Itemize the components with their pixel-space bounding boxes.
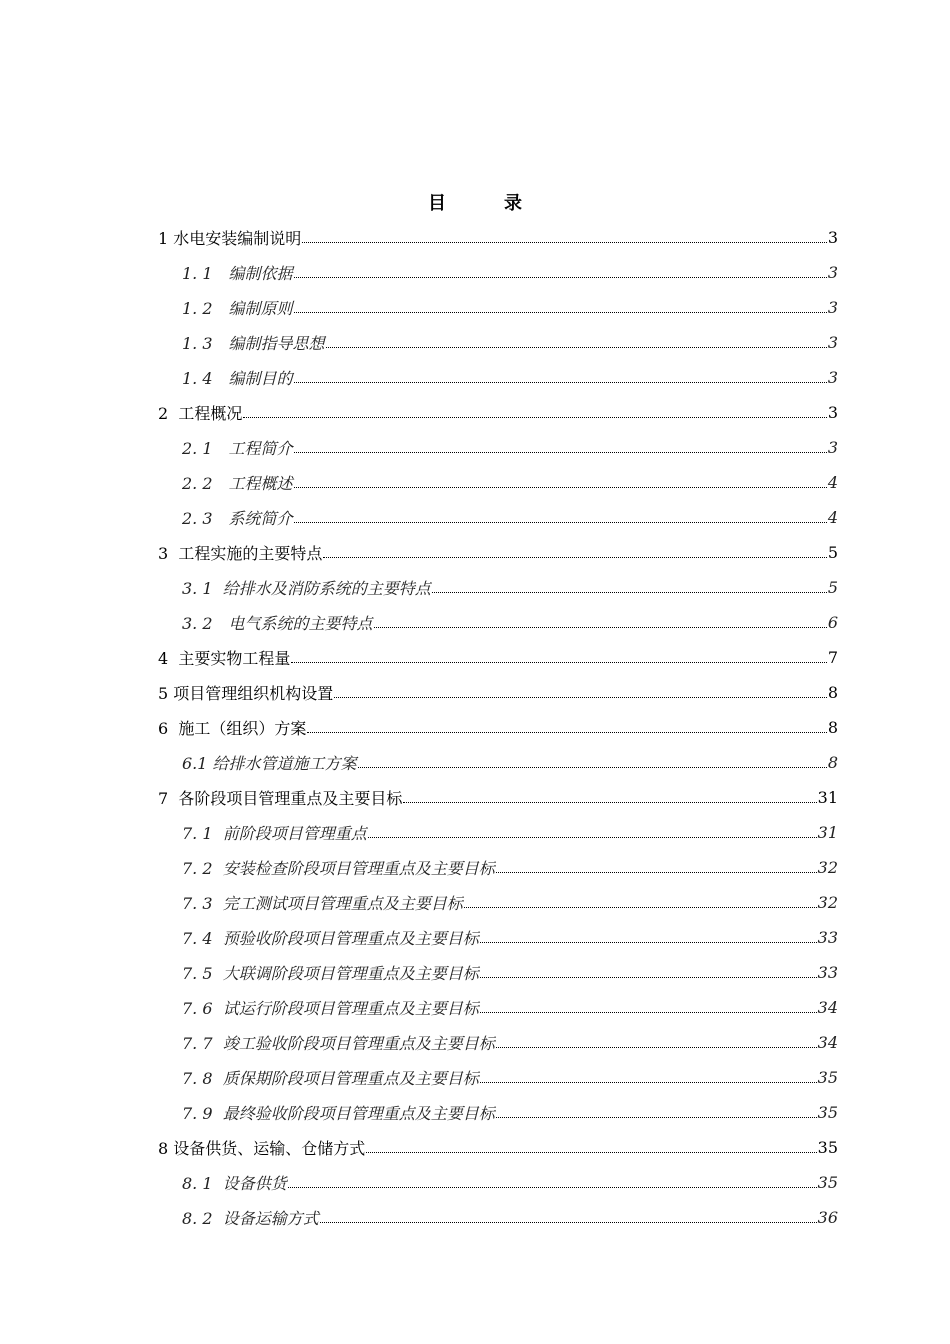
toc-page-number: 35	[817, 1138, 838, 1157]
toc-dot-leader	[307, 731, 826, 733]
toc-dot-leader	[496, 871, 817, 873]
toc-entry[interactable]	[158, 605, 838, 640]
toc-entry-label: 2. 1 工程简介	[182, 439, 293, 458]
toc-entry[interactable]	[158, 640, 838, 675]
toc-entry-label: 7. 2 安装检查阶段项目管理重点及主要目标	[182, 859, 495, 878]
toc-page-number: 31	[817, 823, 838, 842]
toc-dot-leader	[291, 661, 826, 663]
toc-page-number: 3	[827, 263, 838, 282]
toc-dot-leader	[366, 1151, 816, 1153]
toc-page-number: 3	[827, 368, 838, 387]
toc-entry-label: 7. 9 最终验收阶段项目管理重点及主要目标	[182, 1104, 495, 1123]
toc-page-number: 31	[817, 788, 838, 807]
toc-entry-label: 2. 2 工程概述	[182, 474, 293, 493]
toc-entry[interactable]	[158, 255, 838, 290]
toc-page-number: 33	[817, 963, 838, 982]
toc-dot-leader	[294, 451, 827, 453]
toc-entry[interactable]	[158, 885, 838, 920]
toc-dot-leader	[374, 626, 827, 628]
toc-entry[interactable]	[158, 1130, 838, 1165]
toc-entry[interactable]	[158, 360, 838, 395]
toc-entry[interactable]	[158, 465, 838, 500]
toc-entry-label: 7. 1 前阶段项目管理重点	[182, 824, 367, 843]
toc-page-number: 6	[827, 613, 838, 632]
toc-entry[interactable]	[158, 675, 838, 710]
toc-dot-leader	[326, 346, 827, 348]
toc-dot-leader	[368, 836, 817, 838]
toc-dot-leader	[480, 1081, 817, 1083]
toc-entry-label: 1. 1 编制依据	[182, 264, 293, 283]
toc-page-number: 3	[827, 228, 838, 247]
toc-entry-label: 6.1 给排水管道施工方案	[182, 754, 357, 773]
toc-page-number: 34	[817, 1033, 838, 1052]
toc-dot-leader	[294, 311, 827, 313]
toc-entry-label: 4 主要实物工程量	[158, 649, 291, 668]
toc-entry-label: 7. 5 大联调阶段项目管理重点及主要目标	[182, 964, 479, 983]
toc-entry[interactable]	[158, 1060, 838, 1095]
toc-entry-label: 2 工程概况	[158, 404, 243, 423]
toc-entry-label: 7. 4 预验收阶段项目管理重点及主要目标	[182, 929, 479, 948]
table-of-contents	[158, 220, 838, 1235]
toc-dot-leader	[480, 1011, 817, 1013]
toc-entry[interactable]	[158, 1095, 838, 1130]
toc-dot-leader	[294, 381, 827, 383]
toc-entry-label: 7. 8 质保期阶段项目管理重点及主要目标	[182, 1069, 479, 1088]
toc-page-number: 35	[817, 1103, 838, 1122]
toc-dot-leader	[480, 941, 817, 943]
toc-dot-leader	[323, 556, 826, 558]
toc-dot-leader	[294, 276, 827, 278]
toc-entry[interactable]	[158, 500, 838, 535]
toc-page-number: 3	[827, 298, 838, 317]
toc-entry[interactable]	[158, 325, 838, 360]
toc-page-number: 4	[827, 473, 838, 492]
toc-entry[interactable]	[158, 220, 838, 255]
toc-entry-label: 1. 4 编制目的	[182, 369, 293, 388]
toc-entry-label: 8. 2 设备运输方式	[182, 1209, 319, 1228]
toc-page-number: 3	[827, 333, 838, 352]
toc-dot-leader	[432, 591, 827, 593]
toc-page-number: 8	[827, 718, 838, 737]
toc-entry[interactable]	[158, 955, 838, 990]
toc-page-number: 8	[827, 683, 838, 702]
toc-dot-leader	[334, 696, 827, 698]
toc-dot-leader	[496, 1116, 817, 1118]
toc-entry[interactable]	[158, 780, 838, 815]
toc-entry-label: 7. 6 试运行阶段项目管理重点及主要目标	[182, 999, 479, 1018]
toc-entry[interactable]	[158, 815, 838, 850]
toc-page-number: 8	[827, 753, 838, 772]
toc-entry[interactable]	[158, 1165, 838, 1200]
toc-dot-leader	[288, 1186, 817, 1188]
toc-page-number: 3	[827, 438, 838, 457]
toc-entry-label: 7 各阶段项目管理重点及主要目标	[158, 789, 403, 808]
toc-entry-label: 8. 1 设备供货	[182, 1174, 287, 1193]
toc-dot-leader	[294, 486, 827, 488]
toc-entry[interactable]	[158, 710, 838, 745]
toc-dot-leader	[496, 1046, 817, 1048]
toc-entry[interactable]	[158, 990, 838, 1025]
toc-entry-label: 3. 2 电气系统的主要特点	[182, 614, 373, 633]
toc-entry-label: 5 项目管理组织机构设置	[158, 684, 334, 703]
toc-entry-label: 1. 3 编制指导思想	[182, 334, 325, 353]
toc-page-number: 32	[817, 893, 838, 912]
toc-page-number: 35	[817, 1068, 838, 1087]
toc-dot-leader	[464, 906, 817, 908]
toc-entry-label: 8 设备供货、运输、仓储方式	[158, 1139, 366, 1158]
toc-dot-leader	[294, 521, 827, 523]
toc-entry[interactable]	[158, 850, 838, 885]
toc-page-number: 3	[827, 403, 838, 422]
toc-entry-label: 7. 3 完工测试项目管理重点及主要目标	[182, 894, 463, 913]
toc-entry[interactable]	[158, 920, 838, 955]
toc-entry-label: 3 工程实施的主要特点	[158, 544, 323, 563]
toc-page-number: 32	[817, 858, 838, 877]
toc-entry-label: 3. 1 给排水及消防系统的主要特点	[182, 579, 431, 598]
toc-dot-leader	[243, 416, 826, 418]
toc-dot-leader	[480, 976, 817, 978]
toc-entry-label: 1. 2 编制原则	[182, 299, 293, 318]
toc-dot-leader	[403, 801, 816, 803]
toc-page-number: 5	[827, 543, 838, 562]
toc-page-number: 4	[827, 508, 838, 527]
toc-page-number: 5	[827, 578, 838, 597]
toc-entry-label: 2. 3 系统简介	[182, 509, 293, 528]
toc-page-number: 34	[817, 998, 838, 1017]
toc-entry[interactable]	[158, 745, 838, 780]
toc-page-number: 36	[817, 1208, 838, 1227]
toc-page-number: 35	[817, 1173, 838, 1192]
toc-entry-label: 1 水电安装编制说明	[158, 229, 302, 248]
toc-entry[interactable]	[158, 1025, 838, 1060]
toc-dot-leader	[302, 241, 827, 243]
toc-entry[interactable]	[158, 290, 838, 325]
page-title: 目 录	[428, 193, 542, 214]
toc-entry[interactable]	[158, 570, 838, 605]
toc-entry[interactable]	[158, 395, 838, 430]
toc-entry[interactable]	[158, 430, 838, 465]
toc-page-number: 7	[827, 648, 838, 667]
toc-entry-label: 7. 7 竣工验收阶段项目管理重点及主要目标	[182, 1034, 495, 1053]
toc-page-number: 33	[817, 928, 838, 947]
toc-dot-leader	[358, 766, 827, 768]
toc-entry[interactable]	[158, 535, 838, 570]
toc-entry-label: 6 施工（组织）方案	[158, 719, 307, 738]
toc-entry[interactable]	[158, 1200, 838, 1235]
toc-dot-leader	[320, 1221, 817, 1223]
